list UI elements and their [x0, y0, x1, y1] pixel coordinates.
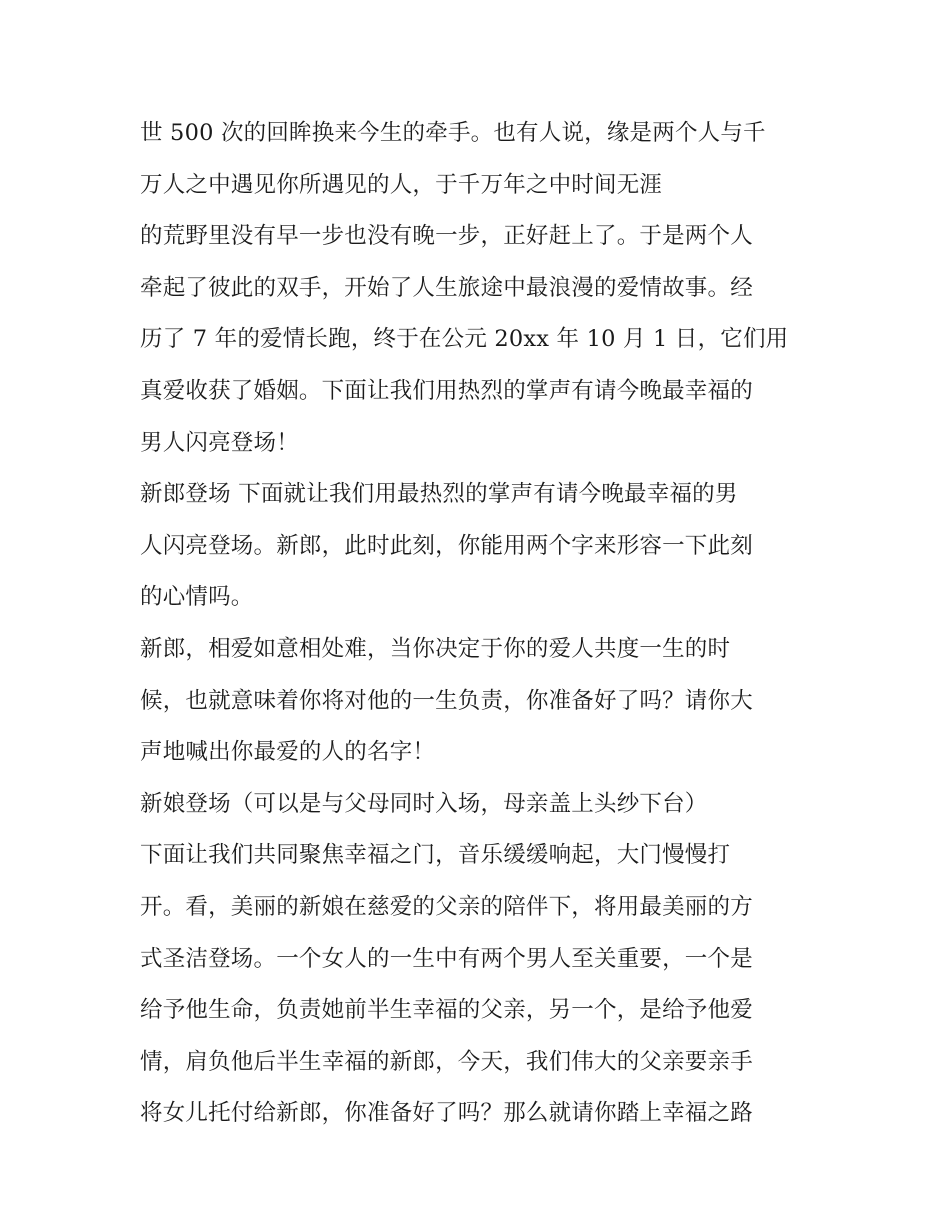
text-line: 情，肩负他后半生幸福的新郎，今天，我们伟大的父亲要亲手	[140, 1048, 753, 1075]
text-line: 候，也就意味着你将对他的一生负责，你准备好了吗？请你大	[140, 687, 753, 714]
text-line: 人闪亮登场。新郎，此时此刻，你能用两个字来形容一下此刻	[140, 532, 753, 559]
text-line: 式圣洁登场。一个女人的一生中有两个男人至关重要，一个是	[140, 945, 753, 972]
text-line: 真爱收获了婚姻。下面让我们用热烈的掌声有请今晚最幸福的	[140, 377, 753, 404]
text-line: 下面让我们共同聚焦幸福之门，音乐缓缓响起，大门慢慢打	[140, 842, 731, 869]
text-line: 新郎，相爱如意相处难，当你决定于你的爱人共度一生的时	[140, 635, 731, 662]
text-line: 给予他生命，负责她前半生幸福的父亲，另一个，是给予他爱	[140, 997, 753, 1024]
text-line: 万人之中遇见你所遇见的人，于千万年之中时间无涯	[140, 171, 663, 198]
text-line: 世 500 次的回眸换来今生的牵手。也有人说，缘是两个人与千	[140, 120, 766, 146]
text-line: 新郎登场 下面就让我们用最热烈的掌声有请今晚最幸福的男	[140, 481, 738, 508]
text-line: 牵起了彼此的双手，开始了人生旅途中最浪漫的爱情故事。经	[140, 274, 753, 301]
text-line: 的心情吗。	[140, 584, 254, 611]
text-line: 男人闪亮登场！	[140, 429, 299, 456]
text-line: 历了 7 年的爱情长跑，终于在公元 20xx 年 10 月 1 日，它们用	[140, 326, 789, 353]
text-line: 声地喊出你最爱的人的名字！	[140, 739, 436, 766]
text-line: 开。看，美丽的新娘在慈爱的父亲的陪伴下，将用最美丽的方	[140, 893, 753, 920]
text-line: 的荒野里没有早一步也没有晚一步，正好赶上了。于是两个人	[140, 223, 753, 250]
body-text	[140, 108, 820, 1140]
text-line: 新娘登场（可以是与父母同时入场，母亲盖上头纱下台）	[140, 790, 708, 817]
text-line: 将女儿托付给新郎，你准备好了吗？那么就请你踏上幸福之路	[140, 1100, 753, 1127]
